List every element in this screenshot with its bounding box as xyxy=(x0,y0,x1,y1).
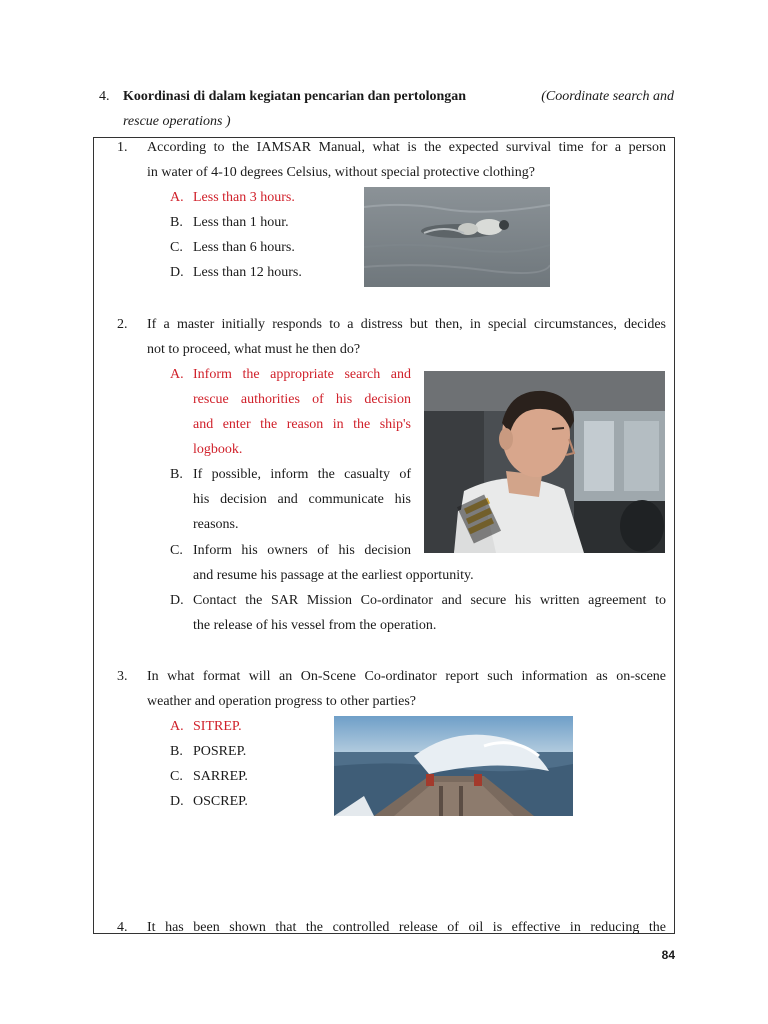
q2-option-a-line-3: and enter the reason in the ship's xyxy=(193,417,411,432)
ship-officer-photo xyxy=(424,371,665,553)
q2-option-a-letter: A. xyxy=(170,367,184,382)
q2-option-d-line-2: the release of his vessel from the operation. xyxy=(193,618,437,633)
question-2-text-line-2: not to proceed, what must he then do? xyxy=(147,342,361,357)
q2-option-b-line-2: his decision and communicate his xyxy=(193,492,411,507)
question-3-text-line-1: In what format will an On-Scene Co-ordinator report such information as on-scene xyxy=(147,669,666,684)
person-in-water-photo xyxy=(364,187,550,287)
q1-option-b-letter: B. xyxy=(170,215,183,230)
q2-option-a-line-4: logbook. xyxy=(193,442,243,457)
q3-option-c-letter: C. xyxy=(170,769,183,784)
question-2-text-line-1: If a master initially responds to a distress but then, in special circumstances, decides xyxy=(147,317,666,332)
section-title-line-2: rescue operations ) xyxy=(123,114,231,129)
q3-option-b-letter: B. xyxy=(170,744,183,759)
q3-option-a-text: SITREP. xyxy=(193,719,242,734)
q2-option-d-line-1: Contact the SAR Mission Co-ordinator and secure his written agreement to xyxy=(193,593,666,608)
q1-option-b-text: Less than 1 hour. xyxy=(193,215,289,230)
question-3-text-line-2: weather and operation progress to other parties? xyxy=(147,694,417,709)
q2-option-b-letter: B. xyxy=(170,467,183,482)
q2-option-b-line-1: If possible, inform the casualty of xyxy=(193,467,411,482)
q3-option-d-letter: D. xyxy=(170,794,184,809)
question-1-text-line-2: in water of 4-10 degrees Celsius, without special protective clothing? xyxy=(147,165,536,180)
q2-option-d-letter: D. xyxy=(170,593,184,608)
q2-option-a-line-1: Inform the appropriate search and xyxy=(193,367,411,382)
q2-option-b-line-3: reasons. xyxy=(193,517,239,532)
q1-option-d-text: Less than 12 hours. xyxy=(193,265,302,280)
question-1-number: 1. xyxy=(117,140,128,155)
q1-option-d-letter: D. xyxy=(170,265,184,280)
section-number: 4. xyxy=(99,89,110,104)
q3-option-b-text: POSREP. xyxy=(193,744,247,759)
question-1-text-line-1: According to the IAMSAR Manual, what is the expected survival time for a person xyxy=(147,140,666,155)
section-title-italic-1: (Coordinate search and xyxy=(541,89,674,104)
section-title-bold: Koordinasi di dalam kegiatan pencarian dan pertolongan xyxy=(123,89,467,104)
page-number: 84 xyxy=(661,948,675,962)
q3-option-c-text: SARREP. xyxy=(193,769,248,784)
question-3-number: 3. xyxy=(117,669,128,684)
q1-option-a-text: Less than 3 hours. xyxy=(193,190,295,205)
q2-option-c-line-1: Inform his owners of his decision xyxy=(193,543,411,558)
question-4-text-line-1: It has been shown that the controlled release of oil is effective in reducing the xyxy=(147,920,666,935)
q2-option-a-line-2: rescue authorities of his decision xyxy=(193,392,411,407)
q2-option-c-line-2: and resume his passage at the earliest opportunity. xyxy=(193,568,474,583)
question-4-number: 4. xyxy=(117,920,128,935)
question-2-number: 2. xyxy=(117,317,128,332)
q2-option-c-letter: C. xyxy=(170,543,183,558)
q1-option-a-letter: A. xyxy=(170,190,184,205)
q1-option-c-letter: C. xyxy=(170,240,183,255)
q3-option-d-text: OSCREP. xyxy=(193,794,248,809)
q1-option-c-text: Less than 6 hours. xyxy=(193,240,295,255)
tanker-heavy-seas-photo xyxy=(334,716,573,816)
q3-option-a-letter: A. xyxy=(170,719,184,734)
section-title-line-1 xyxy=(123,88,674,106)
